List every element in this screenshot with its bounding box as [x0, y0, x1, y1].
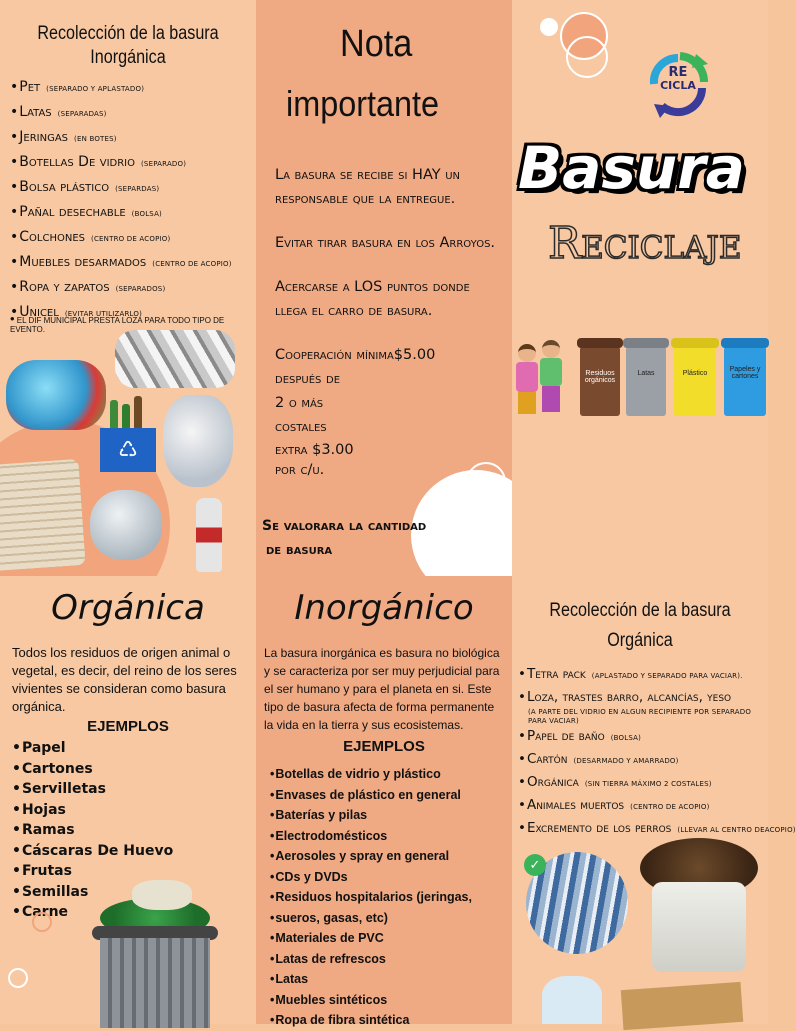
list-item: [518, 687, 768, 726]
bin-cans: Latas: [626, 344, 666, 416]
list-item: • Electrodomésticos: [270, 826, 472, 847]
section-title: Recolección de la basura: [549, 600, 731, 621]
list-item: [518, 664, 768, 687]
decorative-ring: [466, 462, 506, 502]
compost-sack-image: [640, 838, 758, 972]
cover-title: Basura: [518, 134, 745, 202]
bin-plastic: Plástico: [674, 344, 716, 416]
item-label: Jeringas: [19, 129, 69, 145]
list-item: • Muebles sintéticos: [270, 990, 472, 1011]
item-note: (SEPARADOS): [115, 285, 166, 293]
note-title: Nota importante: [286, 23, 440, 124]
mattress-image: [0, 459, 86, 571]
item-note: (EN BOTES): [74, 135, 117, 143]
panel-inorganico: [256, 576, 512, 1027]
panel-inorganic-collection: [0, 0, 256, 576]
item-label: Ropa y zapatos: [19, 279, 110, 295]
item-note: (BOLSA): [131, 210, 162, 218]
item-label: Bolsa plástico: [19, 179, 110, 195]
item-label: Pet: [19, 79, 41, 95]
cans-image: [115, 330, 235, 388]
note-paragraph-1: La basura se recibe si HAY un responsable que la entregue.: [275, 167, 461, 207]
toilet-paper-bag-image: [542, 976, 602, 1024]
decorative-ring: [8, 968, 28, 988]
list-item: • Botellas de vidrio y plástico: [270, 764, 472, 785]
item-label: Unicel: [19, 304, 59, 320]
list-item: • Aerosoles y spray en general: [270, 846, 472, 867]
cover-subtitle: Reciclaje: [548, 218, 742, 269]
list-item: • Cáscaras De Huevo: [12, 841, 173, 862]
item-note: (CENTRO DE ACOPIO): [91, 235, 171, 243]
item-note: (LLEVAR AL CENTRO DEACOPIO): [677, 826, 796, 834]
panel-organic-collection: [512, 576, 796, 1024]
list-item: • Latas: [270, 969, 472, 990]
decorative-ring: [566, 36, 608, 78]
item-label: Colchones: [19, 229, 86, 245]
bin-organic: Residuos orgánicos: [580, 344, 620, 416]
item-label: Papel de baño: [526, 728, 605, 744]
organic-items-list: [518, 664, 796, 841]
trash-can-image: [92, 876, 232, 1024]
glass-bottle-image: [196, 498, 222, 572]
inorganico-title: Inorgánico: [294, 588, 474, 628]
item-label: Tetra pack: [526, 666, 586, 682]
item-label: Latas: [19, 104, 52, 120]
note-body: [275, 163, 501, 479]
organica-examples-title: EJEMPLOS: [87, 718, 169, 735]
list-item: • Frutas: [12, 861, 173, 882]
list-item: • Papel: [12, 738, 173, 759]
recycle-logo: RE CICLA: [640, 44, 716, 120]
item-note: (A PARTE DEL VIDRIO EN ALGUN RECIPIENTE POR SEPARADO PARA VACIAR): [528, 708, 752, 725]
check-icon: ✓: [524, 854, 546, 876]
list-item: [10, 101, 232, 126]
item-label: Excremento de los perros: [526, 820, 672, 836]
kids-illustration: [516, 340, 576, 420]
section-title: Recolección de la basura: [37, 23, 219, 44]
list-item: [10, 201, 232, 226]
cardboard-image: [621, 982, 743, 1030]
item-note: (SEPARADO Y APLASTADO): [46, 85, 145, 93]
item-label: Pañal desechable: [19, 204, 126, 220]
list-item: [518, 772, 768, 795]
list-item: • Carne: [12, 902, 173, 923]
dif-note: • EL DIF MUNICIPAL PRESTA LOZA PARA TODO TIPO DE EVENTO.: [10, 311, 225, 334]
item-label: Botellas De vidrio: [19, 154, 135, 170]
inorganic-items-list: [10, 76, 232, 326]
item-note: (SEPARDAS): [115, 185, 160, 193]
inorganico-description: La basura inorgánica es basura no biológica y se caracteriza por ser muy perjudicial para el ser humano y para el planeta en si. Este tipo de basura afecta de forma permanente la vida en la tierra y sus ecosistemas.: [264, 646, 500, 732]
list-item: • Envases de plástico en general: [270, 785, 472, 806]
section-subtitle: Inorgánica: [90, 46, 166, 68]
item-note: (EVITAR UTILIZARLO): [64, 310, 143, 318]
recycle-icon: ♺: [100, 428, 156, 472]
item-note: (DESARMADO Y AMARRADO): [573, 757, 679, 765]
list-item: • Cartones: [12, 759, 173, 780]
plastic-bottles-image: [6, 360, 106, 430]
item-label: Animales muertos: [526, 797, 625, 813]
list-item: • Servilletas: [12, 779, 173, 800]
list-item: [10, 276, 232, 301]
recycle-bin-image: [100, 400, 156, 472]
list-item: [10, 76, 232, 101]
panel-cover: [512, 0, 768, 576]
item-label: Loza, trastes barro, alcancías, yeso: [526, 689, 732, 705]
item-note: (APLASTADO Y SEPARADO PARA VACIAR).: [591, 672, 743, 680]
list-item: • Residuos hospitalarios (jeringas,: [270, 887, 472, 908]
item-note: (CENTRO DE ACOPIO): [152, 260, 232, 268]
list-item: [10, 151, 232, 176]
list-item: [10, 226, 232, 251]
list-item: • Ramas: [12, 820, 173, 841]
list-item: • Latas de refrescos: [270, 949, 472, 970]
inorganico-examples-list: [270, 764, 472, 1031]
item-note: (SEPARADAS): [57, 110, 107, 118]
decorative-ring: [32, 912, 52, 932]
decorative-ring: [540, 18, 558, 36]
section-subtitle: Orgánica: [607, 630, 673, 651]
item-note: (SIN TIERRA MÁXIMO 2 COSTALES): [584, 780, 712, 788]
list-item: [518, 749, 768, 772]
trash-bag-image: [163, 395, 233, 487]
list-item: [10, 126, 232, 151]
valuation-note: Se valorara la cantidad de basura: [262, 518, 427, 558]
list-item: • Semillas: [12, 882, 173, 903]
item-note: (BOLSA): [610, 734, 642, 742]
list-item: [518, 795, 768, 818]
item-note: (CENTRO DE ACOPIO): [630, 803, 710, 811]
item-label: Muebles desarmados: [19, 254, 147, 270]
bin-paper: Papeles y cartones: [724, 344, 766, 416]
list-item: [518, 726, 768, 749]
list-item: • Baterías y pilas: [270, 805, 472, 826]
plastic-bags-image: [90, 490, 162, 560]
item-label: Cartón: [526, 751, 568, 767]
list-item: [10, 176, 232, 201]
panel-organica: [0, 576, 256, 1024]
note-paragraph-3: Acercarse a LOS puntos donde llega el carro de basura.: [275, 279, 470, 319]
cooperation-fee: Cooperación mínima$5.00 después de 2 o más costales extra $3.00 por c/u.: [275, 347, 436, 478]
list-item: • Materiales de PVC: [270, 928, 472, 949]
list-item: [10, 251, 232, 276]
organica-description: Todos los residuos de origen animal o vegetal, es decir, del reino de los seres vivientes se consideran como basura orgánica.: [12, 645, 237, 714]
list-item: • Ropa de fibra sintética: [270, 1010, 472, 1031]
inorganico-examples-title: EJEMPLOS: [343, 738, 425, 755]
item-note: (SEPARADO): [141, 160, 187, 168]
list-item: • sueros, gasas, etc): [270, 908, 472, 929]
note-paragraph-2: Evitar tirar basura en los Arroyos.: [275, 235, 496, 251]
item-label: Orgánica: [526, 774, 579, 790]
list-item: • Hojas: [12, 800, 173, 821]
panel-important-note: [256, 0, 512, 576]
organica-title: Orgánica: [51, 588, 205, 628]
list-item: • CDs y DVDs: [270, 867, 472, 888]
